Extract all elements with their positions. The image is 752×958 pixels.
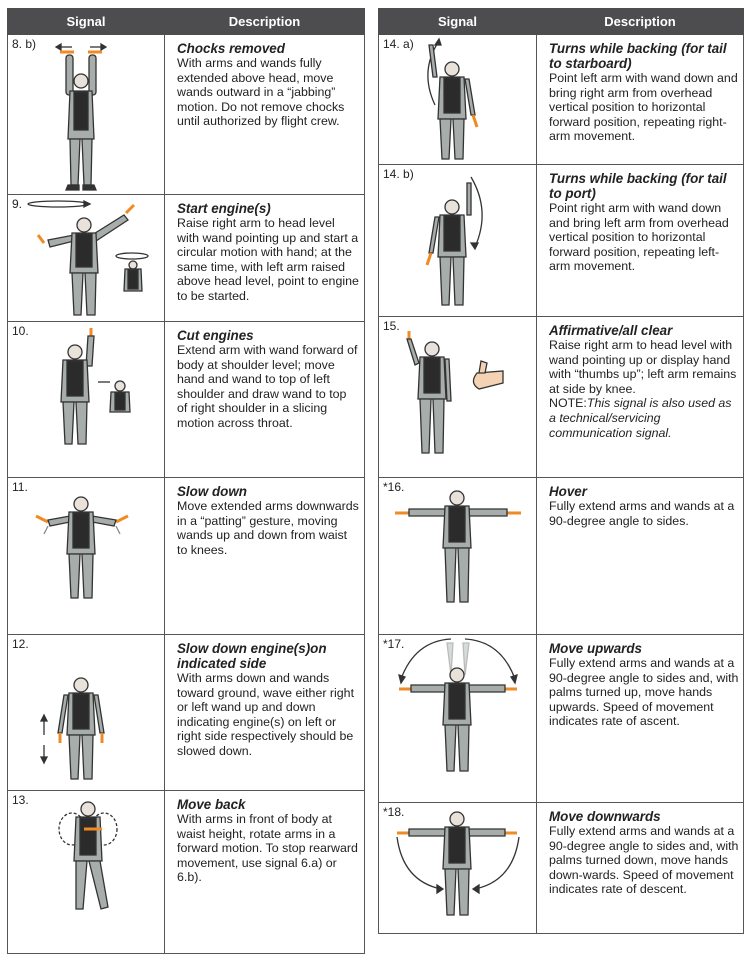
signal-cell (8, 322, 165, 478)
signal-description: Extend arm with wand forward of body at shoulder level; move hand and wand to top of left shoulder and draw wand to top of right shoulder in a slicing motion across throat. (177, 343, 358, 430)
marshaller-turn-port-figure (379, 165, 537, 317)
signal-title: Cut engines (177, 328, 254, 343)
signal-description: With arms in front of body at waist height, rotate arms in a forward motion. To stop rearward movement, use signal 6.a) or 6.b). (177, 812, 358, 885)
signal-description: With arms down and wands toward ground, wave either right or left wand up and down indicating engine(s) on left or right side respectively should be slowed down. (177, 671, 355, 758)
signal-number: *16. (383, 480, 405, 494)
table-row (379, 478, 744, 635)
description-cell (165, 195, 365, 322)
description-cell (537, 317, 744, 478)
signal-title: Turns while backing (for tail to starboard) (549, 41, 727, 71)
table-row (379, 35, 744, 165)
description-cell (537, 478, 744, 635)
signal-description: Fully extend arms and wands at a 90-degree angle to sides and, with palms turned down, move hands down-wards. Speed of movement indicates rate of descent. (549, 824, 739, 897)
signal-description: With arms and wands fully extended above head, move wands outward in a “jabbing” motion. Do not remove chocks until authorized by flight crew. (177, 56, 345, 129)
marshaller-move-upwards-figure (379, 635, 537, 803)
signal-title: Move back (177, 797, 246, 812)
signal-column-header: Signal (379, 9, 537, 35)
signal-description: Fully extend arms and wands at a 90-degree angle to sides. (549, 499, 735, 528)
marshaller-move-downwards-figure (379, 803, 537, 934)
table-row (379, 317, 744, 478)
description-cell (537, 635, 744, 803)
table-row (8, 635, 365, 791)
signal-number: 13. (12, 793, 29, 807)
signal-cell (8, 35, 165, 195)
signal-cell (8, 478, 165, 635)
signal-number: 10. (12, 324, 29, 338)
signal-column-header: Signal (8, 9, 165, 35)
description-cell (165, 322, 365, 478)
marshaller-start-engine-figure (8, 195, 165, 322)
signal-cell (8, 195, 165, 322)
description-column-header: Description (537, 9, 744, 35)
right-signal-table (378, 8, 744, 934)
signal-title: Slow down (177, 484, 247, 499)
signal-note (549, 396, 739, 440)
signal-description: Raise right arm to head level with wand pointing up or display hand with “thumbs up”; left arm remains at side by knee. (549, 338, 737, 396)
signal-number: 14. b) (383, 167, 414, 181)
description-cell (537, 35, 744, 165)
signal-cell (379, 478, 537, 635)
table-row (8, 478, 365, 635)
signal-cell (379, 165, 537, 317)
signal-number: 9. (12, 197, 23, 211)
marshaller-chocks-removed-figure (8, 35, 165, 195)
signal-number: 15. (383, 319, 400, 333)
table-row (8, 195, 365, 322)
signal-number: *17. (383, 637, 405, 651)
signal-number: 11. (12, 480, 28, 494)
signal-number: 14. a) (383, 37, 414, 51)
signal-description: Point right arm with wand down and bring left arm from overhead vertical position to horizontal forward position, repeating left-arm movement. (549, 201, 729, 274)
table-row (8, 791, 365, 954)
table-row (379, 165, 744, 317)
left-signal-table (7, 8, 365, 954)
table-row (379, 635, 744, 803)
signal-number: *18. (383, 805, 405, 819)
signal-title: Move upwards (549, 641, 643, 656)
description-cell (165, 35, 365, 195)
signal-cell (379, 635, 537, 803)
marshaller-turn-starboard-figure (379, 35, 537, 165)
signal-cell (379, 35, 537, 165)
description-cell (537, 165, 744, 317)
signal-number: 12. (12, 637, 29, 651)
signal-title: Turns while backing (for tail to port) (549, 171, 727, 201)
signal-title: Affirmative/all clear (549, 323, 673, 338)
marshaller-slow-engine-side-figure (8, 635, 165, 791)
table-row (8, 322, 365, 478)
description-cell (165, 635, 365, 791)
marshaller-slow-down-figure (8, 478, 165, 635)
signal-description: Fully extend arms and wands at a 90-degree angle to sides and, with palms turned up, move hands upwards. Speed of movement indicates rate of ascent. (549, 656, 739, 729)
signal-title: Slow down engine(s)on indicated side (177, 641, 327, 671)
marshaller-cut-engines-figure (8, 322, 165, 478)
description-cell (165, 478, 365, 635)
signal-cell (379, 317, 537, 478)
table-row (379, 803, 744, 934)
description-column-header: Description (165, 9, 365, 35)
signal-cell (8, 791, 165, 954)
note-text: This signal is also used as a technical/servicing communication signal. (549, 396, 732, 440)
signal-description: Raise right arm to head level with wand pointing up and start a circular motion with hand; at the same time, with left arm raised above head level, point to engine to be started. (177, 216, 359, 303)
table-row (8, 35, 365, 195)
signal-title: Start engine(s) (177, 201, 271, 216)
signal-number: 8. b) (12, 37, 37, 51)
signal-title: Move downwards (549, 809, 661, 824)
note-label: NOTE: (549, 396, 587, 411)
signal-cell (379, 803, 537, 934)
signal-title: Hover (549, 484, 587, 499)
marshaller-move-back-figure (8, 791, 165, 954)
marshaller-affirmative-figure (379, 317, 537, 478)
marshaller-hover-figure (379, 478, 537, 635)
signal-title: Chocks removed (177, 41, 285, 56)
signal-description: Move extended arms downwards in a “patting” gesture, moving wands up and down from waist to knees. (177, 499, 359, 557)
description-cell (537, 803, 744, 934)
description-cell (165, 791, 365, 954)
signal-cell (8, 635, 165, 791)
signal-description: Point left arm with wand down and bring right arm from overhead vertical position to horizontal forward position, repeating right-arm movement. (549, 71, 738, 144)
